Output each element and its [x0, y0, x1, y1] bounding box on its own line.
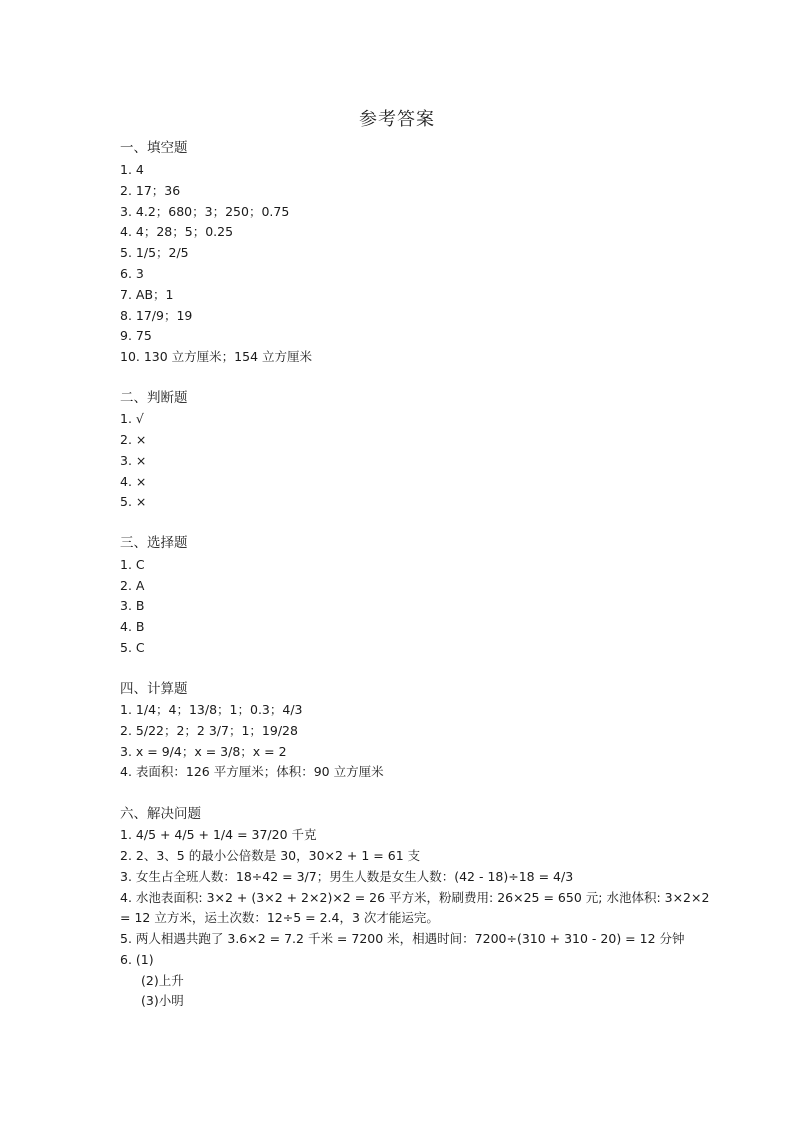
solve-subanswer: (3)小明 [141, 993, 184, 1008]
solve-answer: 2. 2、3、5 的最小公倍数是 30，30×2 + 1 = 61 支 [120, 848, 421, 863]
solve-answer: 6. (1) [120, 952, 154, 967]
choice-answer: 2. A [120, 578, 145, 593]
solve-subanswer: (2)上升 [141, 973, 184, 988]
calc-answer: 1. 1/4；4；13/8；1；0.3；4/3 [120, 702, 303, 717]
fill-answer: 3. 4.2；680；3；250；0.75 [120, 204, 290, 219]
fill-answer: 4. 4；28；5；0.25 [120, 224, 234, 239]
fill-answer: 5. 1/5；2/5 [120, 245, 189, 260]
solve-answer: 4. 水池表面积: 3×2 + (3×2 + 2×2)×2 = 26 平方米，粉刷费用: 26×25 = 650 元; 水池体积: 3×2×2 [120, 890, 710, 905]
judge-answer: 2. × [120, 432, 147, 447]
section-heading-solve: 六、解决问题 [120, 806, 201, 822]
choice-answer: 3. B [120, 598, 145, 613]
solve-answer: 5. 两人相遇共跑了 3.6×2 = 7.2 千米 = 7200 米，相遇时间：7200÷(310 + 310 - 20) = 12 分钟 [120, 931, 685, 946]
fill-answer: 6. 3 [120, 266, 144, 281]
section-heading-judge: 二、判断题 [120, 390, 188, 406]
section-heading-fill: 一、填空题 [120, 140, 188, 156]
fill-answer: 2. 17；36 [120, 183, 181, 198]
fill-answer: 9. 75 [120, 328, 152, 343]
section-heading-calc: 四、计算题 [120, 681, 188, 697]
choice-answer: 5. C [120, 640, 145, 655]
fill-answer: 1. 4 [120, 162, 144, 177]
fill-answer: 8. 17/9；19 [120, 308, 193, 323]
choice-answer: 4. B [120, 619, 145, 634]
choice-answer: 1. C [120, 557, 145, 572]
judge-answer: 4. × [120, 474, 147, 489]
calc-answer: 4. 表面积：126 平方厘米；体积：90 立方厘米 [120, 764, 384, 779]
judge-answer: 1. √ [120, 411, 144, 426]
page-title: 参考答案 [359, 109, 435, 130]
section-heading-choice: 三、选择题 [120, 535, 188, 551]
calc-answer: 3. x = 9/4；x = 3/8；x = 2 [120, 744, 287, 759]
solve-answer-continuation: = 12 立方米，运土次数：12÷5 = 2.4，3 次才能运完。 [120, 910, 439, 925]
judge-answer: 3. × [120, 453, 147, 468]
solve-answer: 3. 女生占全班人数：18÷42 = 3/7；男生人数是女生人数：(42 - 18)÷18 = 4/3 [120, 869, 574, 884]
fill-answer: 7. AB；1 [120, 287, 174, 302]
calc-answer: 2. 5/22；2；2 3/7；1；19/28 [120, 723, 298, 738]
solve-answer: 1. 4/5 + 4/5 + 1/4 = 37/20 千克 [120, 827, 317, 842]
judge-answer: 5. × [120, 494, 147, 509]
fill-answer: 10. 130 立方厘米；154 立方厘米 [120, 349, 313, 364]
